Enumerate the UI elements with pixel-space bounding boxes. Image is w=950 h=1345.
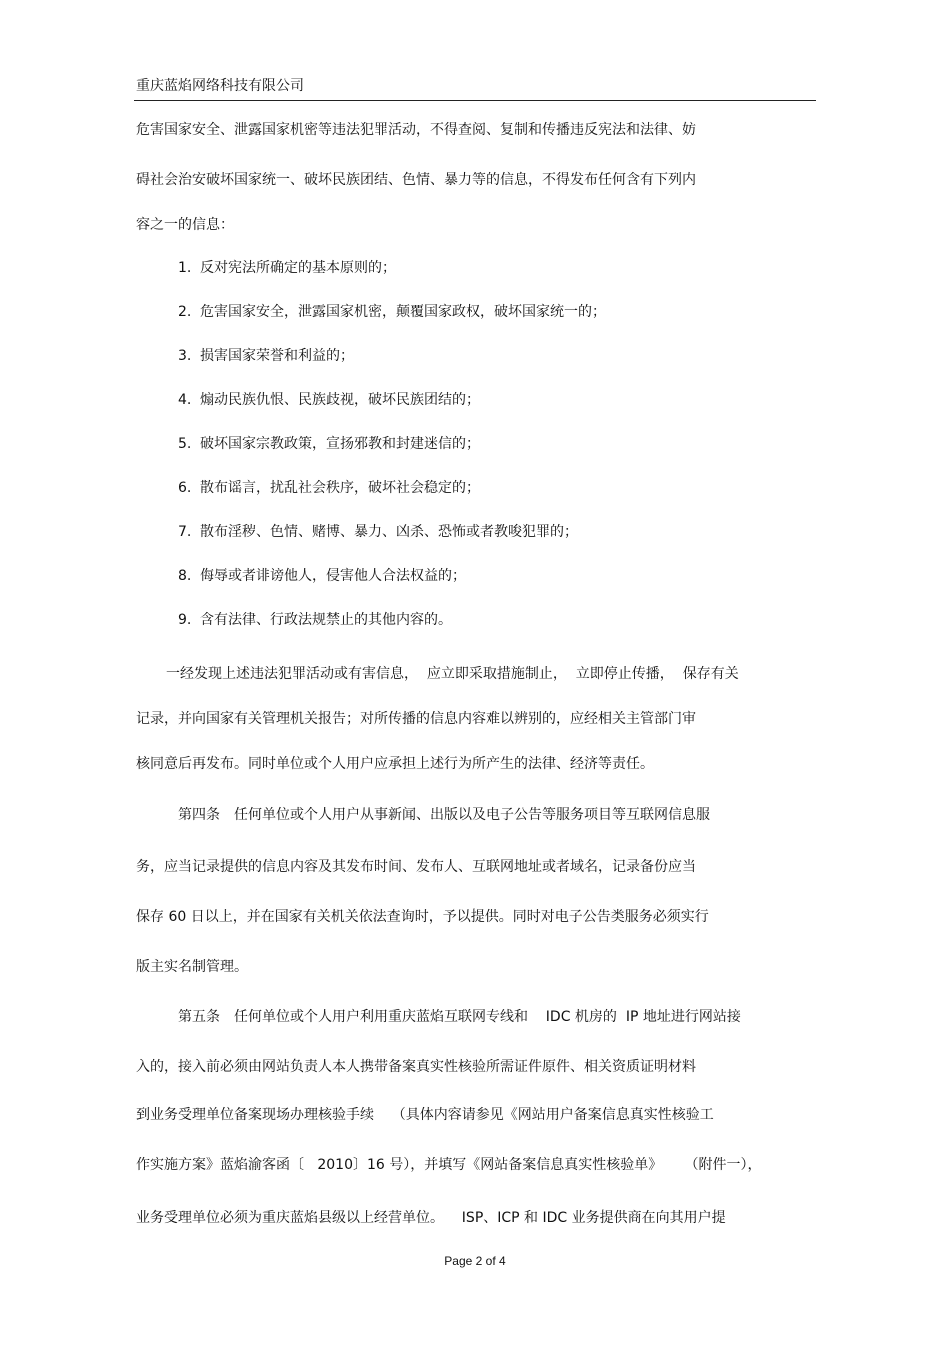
page-number: Page 2 of 4	[444, 1254, 506, 1268]
paragraph-line: 作实施方案》蓝焰渝客函〔 2010〕16 号），并填写《网站备案信息真实性核验单》 （附件一），	[136, 1157, 762, 1173]
paragraph-line: 业务受理单位必须为重庆蓝焰县级以上经营单位。 ISP、ICP 和 IDC 业务提供商在向其用户提	[136, 1210, 726, 1226]
list-text: 破坏国家宗教政策，宣扬邪教和封建迷信的；	[200, 436, 480, 452]
company-name: 重庆蓝焰网络科技有限公司	[136, 78, 304, 94]
list-item	[178, 478, 480, 498]
paragraph-line: 第五条 任何单位或个人用户利用重庆蓝焰互联网专线和 IDC 机房的 IP 地址进行网站接	[178, 1009, 741, 1025]
paragraph-line: 危害国家安全、泄露国家机密等违法犯罪活动，不得查阅、复制和传播违反宪法和法律、妨	[136, 122, 696, 138]
list-text: 含有法律、行政法规禁止的其他内容的。	[200, 612, 452, 628]
paragraph-line: 版主实名制管理。	[136, 959, 248, 975]
paragraph-line: 入的，接入前必须由网站负责人本人携带备案真实性核验所需证件原件、相关资质证明材料	[136, 1059, 696, 1075]
list-item	[178, 566, 466, 586]
list-number: 8.	[178, 568, 192, 584]
list-text: 煽动民族仇恨、民族歧视，破坏民族团结的；	[200, 392, 480, 408]
list-text: 损害国家荣誉和利益的；	[200, 348, 354, 364]
paragraph-line: 一经发现上述违法犯罪活动或有害信息， 应立即采取措施制止， 立即停止传播， 保存有关	[166, 666, 739, 682]
list-number: 1.	[178, 260, 192, 276]
paragraph-line: 记录，并向国家有关管理机关报告；对所传播的信息内容难以辨别的，应经相关主管部门审	[136, 711, 696, 727]
paragraph-line: 到业务受理单位备案现场办理核验手续 （具体内容请参见《网站用户备案信息真实性核验工	[136, 1107, 714, 1123]
list-text: 侮辱或者诽谤他人，侵害他人合法权益的；	[200, 568, 466, 584]
list-text: 散布淫秽、色情、赌博、暴力、凶杀、恐怖或者教唆犯罪的；	[200, 524, 578, 540]
header-divider	[134, 100, 816, 101]
list-text: 反对宪法所确定的基本原则的；	[200, 260, 396, 276]
paragraph-line: 务，应当记录提供的信息内容及其发布时间、发布人、互联网地址或者域名，记录备份应当	[136, 859, 696, 875]
list-item	[178, 434, 480, 454]
list-number: 3.	[178, 348, 192, 364]
list-item	[178, 346, 354, 366]
list-item	[178, 390, 480, 410]
list-number: 2.	[178, 304, 192, 320]
paragraph-line: 碍社会治安破坏国家统一、破坏民族团结、色情、暴力等的信息，不得发布任何含有下列内	[136, 172, 696, 188]
list-text: 危害国家安全，泄露国家机密，颠覆国家政权，破坏国家统一的；	[200, 304, 606, 320]
paragraph-line: 第四条 任何单位或个人用户从事新闻、出版以及电子公告等服务项目等互联网信息服	[178, 807, 710, 823]
list-item	[178, 522, 578, 542]
paragraph-line: 核同意后再发布。同时单位或个人用户应承担上述行为所产生的法律、经济等责任。	[136, 756, 654, 772]
list-item	[178, 610, 452, 630]
list-number: 7.	[178, 524, 192, 540]
list-item	[178, 302, 606, 322]
paragraph-line: 容之一的信息：	[136, 217, 234, 233]
list-text: 散布谣言，扰乱社会秩序，破坏社会稳定的；	[200, 480, 480, 496]
list-item	[178, 258, 396, 278]
list-number: 9.	[178, 612, 192, 628]
list-number: 4.	[178, 392, 192, 408]
list-number: 6.	[178, 480, 192, 496]
list-number: 5.	[178, 436, 192, 452]
paragraph-line: 保存 60 日以上，并在国家有关机关依法查询时，予以提供。同时对电子公告类服务必须实行	[136, 909, 709, 925]
